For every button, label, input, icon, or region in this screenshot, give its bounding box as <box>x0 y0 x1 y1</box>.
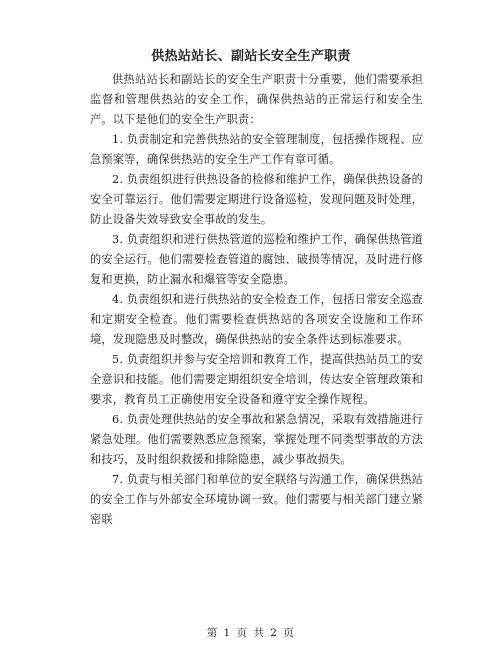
document-title: 供热站站长、副站长安全生产职责 <box>151 49 351 64</box>
document-body <box>90 70 423 530</box>
paragraph-item-1: 1. 负责制定和完善供热站的安全管理制度，包括操作规程、应急预案等，确保供热站的安全生产工作有章可循。 <box>90 133 423 166</box>
paragraph-item-6: 6. 负责处理供热站的安全事故和紧急情况，采取有效措施进行紧急处理。他们需要熟悉应急预案，掌握处理不同类型事故的方法和技巧，及时组织救援和排除隐患，减少事故损失。 <box>90 413 423 466</box>
paragraph-item-3: 3. 负责组织和进行供热管道的巡检和维护工作，确保供热管道的安全运行。他们需要检查管道的腐蚀、破损等情况，及时进行修复和更换，防止漏水和爆管等安全隐患。 <box>90 233 423 286</box>
paragraph-item-7: 7. 负责与相关部门和单位的安全联络与沟通工作，确保供热站的安全工作与外部安全环境协调一致。他们需要与相关部门建立紧密联 <box>90 473 423 526</box>
paragraph-item-2: 2. 负责组织进行供热设备的检修和维护工作，确保供热设备的安全可靠运行。他们需要定期进行设备巡检，发现问题及时处理，防止设备失效导致安全事故的发生。 <box>90 173 423 226</box>
page-number-footer: 第 1 页 共 2 页 <box>206 627 296 639</box>
paragraph-intro: 供热站站长和副站长的安全生产职责十分重要，他们需要承担监督和管理供热站的安全工作，确保供热站的正常运行和安全生产。以下是他们的安全生产职责： <box>90 73 423 126</box>
paragraph-item-4: 4. 负责组织和进行供热站的安全检查工作，包括日常安全巡查和定期安全检查。他们需要检查供热站的各项安全设施和工作环境，发现隐患及时整改，确保供热站的安全条件达到标准要求。 <box>90 293 423 346</box>
paragraph-item-5: 5. 负责组织并参与安全培训和教育工作，提高供热站员工的安全意识和技能。他们需要定期组织安全培训，传达安全管理政策和要求，教育员工正确使用安全设备和遵守安全操作规程。 <box>90 353 423 406</box>
